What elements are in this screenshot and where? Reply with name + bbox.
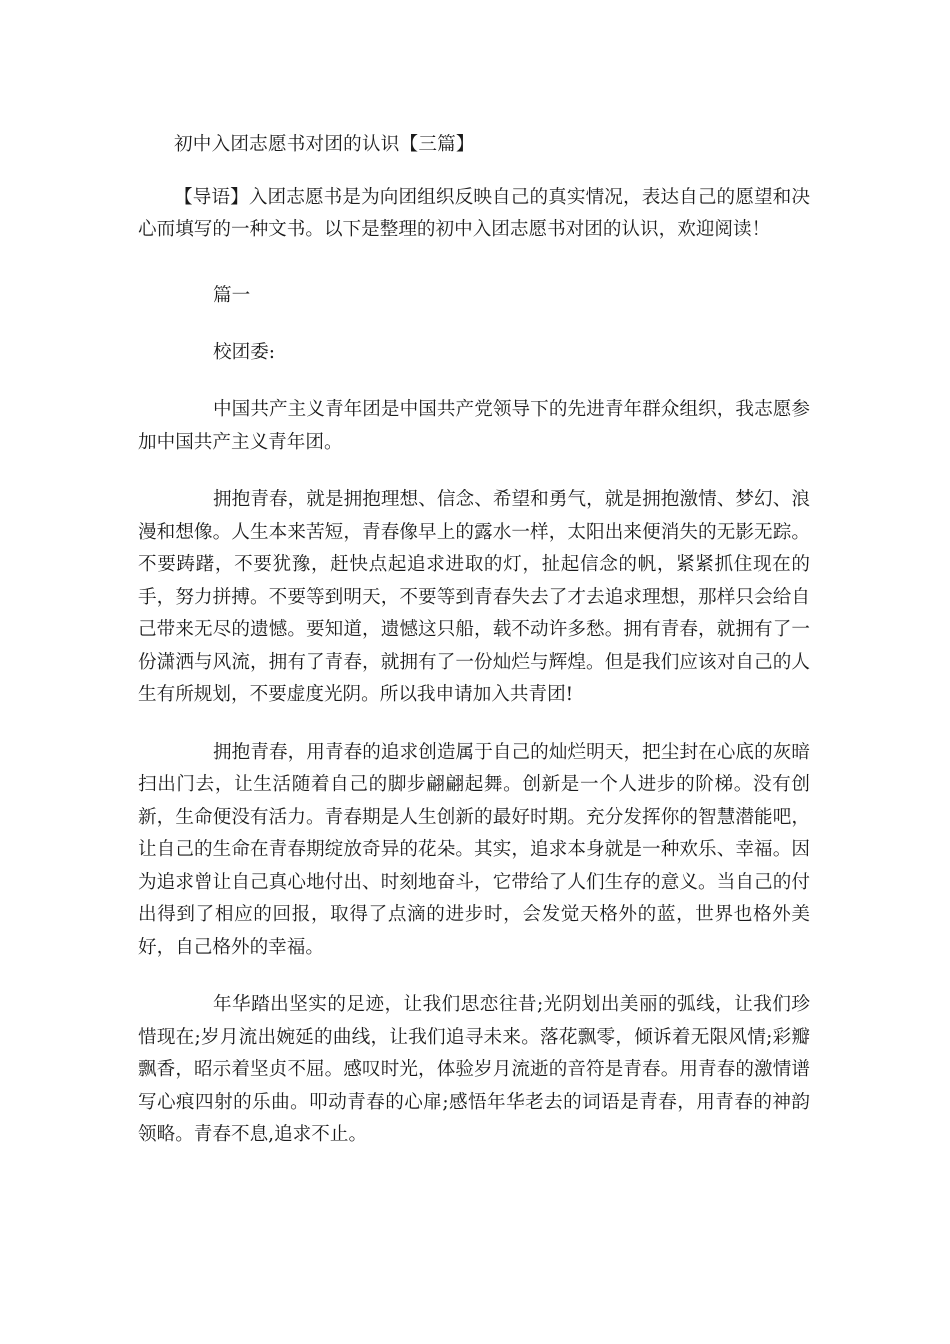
body-paragraph: 拥抱青春，就是拥抱理想、信念、希望和勇气，就是拥抱激情、梦幻、浪漫和想像。人生本来苦短，青春像早上的露水一样，太阳出来便消失的无影无踪。不要踌躇，不要犹豫，赶快点起追求进取的灯，扯起信念的帆，紧紧抓住现在的手，努力拼搏。不要等到明天，不要等到青春失去了才去追求理想，那样只会给自己带来无尽的遗憾。要知道，遗憾这只船，载不动许多愁。拥有青春，就拥有了一份潇洒与风流，拥有了青春，就拥有了一份灿烂与辉煌。但是我们应该对自己的人生有所规划，不要虚度光阴。所以我申请加入共青团! — [138, 489, 810, 705]
document-body — [138, 128, 810, 1152]
body-paragraph: 中国共产主义青年团是中国共产党领导下的先进青年群众组织，我志愿参加中国共产主义青年团。 — [138, 399, 810, 453]
body-paragraph: 拥抱青春，用青春的追求创造属于自己的灿烂明天，把尘封在心底的灰暗扫出门去，让生活随着自己的脚步翩翩起舞。创新是一个人进步的阶梯。没有创新，生命便没有活力。青春期是人生创新的最好时期。充分发挥你的智慧潜能吧，让自己的生命在青春期绽放奇异的花朵。其实，追求本身就是一种欢乐、幸福。因为追求曾让自己真心地付出、时刻地奋斗，它带给了人们生存的意义。当自己的付出得到了相应的回报，取得了点滴的进步时，会发觉天格外的蓝，世界也格外美好，自己格外的幸福。 — [138, 741, 810, 958]
intro-paragraph: 【导语】入团志愿书是为向团组织反映自己的真实情况，表达自己的愿望和决心而填写的一种文书。以下是整理的初中入团志愿书对团的认识，欢迎阅读！ — [138, 187, 810, 240]
document-title: 初中入团志愿书对团的认识【三篇】 — [174, 134, 475, 155]
body-paragraph: 年华踏出坚实的足迹，让我们思恋往昔;光阴划出美丽的弧线，让我们珍惜现在;岁月流出婉延的曲线，让我们追寻未来。落花飘零，倾诉着无限风情;彩瓣飘香，昭示着坚贞不屈。感叹时光，体验岁月流逝的音符是青春。用青春的激情谱写心痕四射的乐曲。叩动青春的心扉;感悟年华老去的词语是青春，用青春的神韵领略。青春不息,追求不止。 — [138, 994, 810, 1145]
salutation: 校团委: — [213, 342, 276, 363]
section-label: 篇一 — [213, 285, 251, 306]
